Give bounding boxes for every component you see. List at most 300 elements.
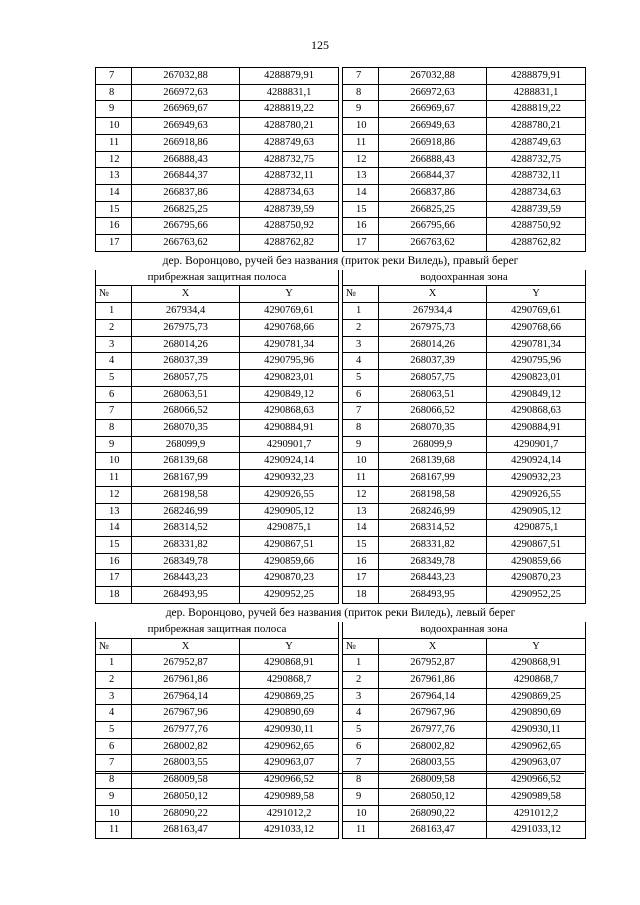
x-coordinate-right: 266795,66 [379,218,487,235]
point-number-right: 4 [343,705,379,722]
x-coordinate-right: 268246,99 [379,503,487,520]
y-header: Y [487,638,586,655]
table-row [96,671,586,688]
x-coordinate-left: 267964,14 [132,688,240,705]
point-number-right: 10 [343,453,379,470]
y-coordinate-left: 4288734,63 [240,184,339,201]
table-row [96,235,586,252]
point-number-left: 11 [96,134,132,151]
x-coordinate-left: 268198,58 [132,486,240,503]
y-coordinate-right: 4290823,01 [487,369,586,386]
point-number-right: 6 [343,386,379,403]
table-row [96,134,586,151]
y-coordinate-right: 4290890,69 [487,705,586,722]
x-coordinate-left: 267967,96 [132,705,240,722]
y-coordinate-left: 4291033,12 [240,822,339,839]
point-number-left: 17 [96,570,132,587]
x-coordinate-right: 268037,39 [379,353,487,370]
table-row [96,822,586,839]
y-coordinate-left: 4290859,66 [240,553,339,570]
x-coordinate-right: 266918,86 [379,134,487,151]
x-coordinate-left: 268163,47 [132,822,240,839]
point-number-right: 11 [343,822,379,839]
y-coordinate-right: 4288831,1 [487,84,586,101]
table-row [96,118,586,135]
x-coordinate-right: 266949,63 [379,118,487,135]
table-row [96,470,586,487]
point-number-right: 11 [343,470,379,487]
x-coordinate-right: 267961,86 [379,671,487,688]
table-row [96,68,586,85]
x-coordinate-right: 268063,51 [379,386,487,403]
y-coordinate-left: 4290868,63 [240,403,339,420]
x-coordinate-right: 268057,75 [379,369,487,386]
y-coordinate-left: 4290989,58 [240,788,339,805]
y-coordinate-left: 4290868,7 [240,671,339,688]
x-coordinate-left: 266918,86 [132,134,240,151]
x-coordinate-right: 268443,23 [379,570,487,587]
table-row [96,520,586,537]
y-coordinate-left: 4288750,92 [240,218,339,235]
point-number-right: 5 [343,369,379,386]
point-number-right: 18 [343,587,379,604]
x-coordinate-left: 268066,52 [132,403,240,420]
y-coordinate-right: 4290905,12 [487,503,586,520]
point-number-left: 10 [96,118,132,135]
point-number-left: 13 [96,503,132,520]
x-coordinate-right: 268198,58 [379,486,487,503]
y-coordinate-left: 4290781,34 [240,336,339,353]
table-row [96,655,586,672]
y-coordinate-left: 4290875,1 [240,520,339,537]
x-coordinate-left: 266949,63 [132,118,240,135]
table-row [96,772,586,789]
y-coordinate-right: 4290769,61 [487,303,586,320]
y-coordinate-right: 4290869,25 [487,688,586,705]
y-coordinate-left: 4290966,52 [240,772,339,789]
x-coordinate-right: 266969,67 [379,101,487,118]
table-row [96,403,586,420]
point-number-left: 12 [96,486,132,503]
point-number-right: 11 [343,134,379,151]
x-coordinate-right: 266825,25 [379,201,487,218]
y-coordinate-left: 4290870,23 [240,570,339,587]
point-number-right: 14 [343,184,379,201]
point-number-right: 8 [343,420,379,437]
y-coordinate-left: 4290924,14 [240,453,339,470]
point-number-left: 17 [96,235,132,252]
x-coordinate-right: 268139,68 [379,453,487,470]
x-coordinate-right: 268003,55 [379,755,487,772]
x-coordinate-left: 268331,82 [132,536,240,553]
coordinates-table [95,67,586,839]
x-header: X [132,638,240,655]
point-number-left: 6 [96,386,132,403]
x-coordinate-right: 267032,88 [379,68,487,85]
x-coordinate-left: 267934,4 [132,303,240,320]
column-header-row [96,638,586,655]
table-row [96,536,586,553]
x-coordinate-left: 266969,67 [132,101,240,118]
y-coordinate-right: 4288750,92 [487,218,586,235]
point-number-left: 16 [96,218,132,235]
y-coordinate-right: 4288780,21 [487,118,586,135]
point-number-left: 13 [96,168,132,185]
y-coordinate-left: 4290823,01 [240,369,339,386]
number-header: № [343,286,379,303]
point-number-left: 9 [96,101,132,118]
y-header: Y [240,286,339,303]
x-coordinate-left: 268070,35 [132,420,240,437]
point-number-right: 5 [343,722,379,739]
y-coordinate-right: 4288732,75 [487,151,586,168]
y-coordinate-left: 4290769,61 [240,303,339,320]
x-header: X [132,286,240,303]
x-coordinate-right: 268314,52 [379,520,487,537]
x-coordinate-left: 268037,39 [132,353,240,370]
y-coordinate-left: 4290901,7 [240,436,339,453]
y-header: Y [240,638,339,655]
point-number-right: 16 [343,218,379,235]
y-coordinate-left: 4290867,51 [240,536,339,553]
water-protection-zone-label: водоохранная зона [343,622,586,638]
point-number-left: 12 [96,151,132,168]
y-header: Y [487,286,586,303]
table-row [96,503,586,520]
water-protection-zone-label: водоохранная зона [343,270,586,286]
y-coordinate-left: 4288819,22 [240,101,339,118]
x-coordinate-left: 268443,23 [132,570,240,587]
y-coordinate-left: 4290962,65 [240,738,339,755]
y-coordinate-left: 4288831,1 [240,84,339,101]
table-row [96,386,586,403]
column-header-row [96,286,586,303]
point-number-right: 1 [343,655,379,672]
x-coordinate-right: 267977,76 [379,722,487,739]
table-row [96,722,586,739]
x-coordinate-left: 268493,95 [132,587,240,604]
point-number-left: 5 [96,369,132,386]
point-number-right: 13 [343,168,379,185]
number-header: № [343,638,379,655]
y-coordinate-left: 4288749,63 [240,134,339,151]
x-coordinate-left: 268167,99 [132,470,240,487]
table-row [96,738,586,755]
x-coordinate-right: 268349,78 [379,553,487,570]
y-coordinate-right: 4288739,59 [487,201,586,218]
table-row [96,486,586,503]
x-coordinate-left: 268139,68 [132,453,240,470]
section-title: дер. Воронцово, ручей без названия (приток реки Виледь), левый берег [165,606,516,619]
table-row [96,570,586,587]
x-coordinate-right: 268066,52 [379,403,487,420]
y-coordinate-left: 4288739,59 [240,201,339,218]
y-coordinate-right: 4290849,12 [487,386,586,403]
x-coordinate-right: 267975,73 [379,319,487,336]
x-coordinate-left: 268099,9 [132,436,240,453]
x-header: X [379,638,487,655]
point-number-left: 4 [96,353,132,370]
table-row [96,788,586,805]
y-coordinate-left: 4290926,55 [240,486,339,503]
point-number-left: 10 [96,805,132,822]
table-row [96,755,586,772]
point-number-right: 17 [343,235,379,252]
y-coordinate-right: 4290901,7 [487,436,586,453]
table-row [96,84,586,101]
coastal-strip-label: прибрежная защитная полоса [96,622,339,638]
point-number-left: 9 [96,788,132,805]
point-number-left: 15 [96,536,132,553]
point-number-left: 14 [96,520,132,537]
number-header: № [96,286,132,303]
point-number-left: 8 [96,420,132,437]
zone-label-row [96,622,586,638]
point-number-left: 15 [96,201,132,218]
point-number-right: 14 [343,520,379,537]
x-coordinate-right: 268070,35 [379,420,487,437]
x-coordinate-right: 268009,58 [379,772,487,789]
point-number-left: 9 [96,436,132,453]
x-coordinate-left: 268090,22 [132,805,240,822]
y-coordinate-right: 4288819,22 [487,101,586,118]
point-number-right: 9 [343,436,379,453]
x-coordinate-left: 266763,62 [132,235,240,252]
x-coordinate-left: 268003,55 [132,755,240,772]
y-coordinate-left: 4288762,82 [240,235,339,252]
y-coordinate-right: 4290868,91 [487,655,586,672]
x-coordinate-left: 268349,78 [132,553,240,570]
x-coordinate-left: 268002,82 [132,738,240,755]
table-row [96,218,586,235]
point-number-left: 10 [96,453,132,470]
y-coordinate-left: 4288780,21 [240,118,339,135]
table-row [96,688,586,705]
y-coordinate-right: 4290930,11 [487,722,586,739]
x-coordinate-right: 266844,37 [379,168,487,185]
x-coordinate-left: 267977,76 [132,722,240,739]
point-number-right: 6 [343,738,379,755]
x-coordinate-left: 267952,87 [132,655,240,672]
point-number-left: 6 [96,738,132,755]
x-coordinate-left: 266837,86 [132,184,240,201]
point-number-left: 8 [96,772,132,789]
x-coordinate-left: 268050,12 [132,788,240,805]
point-number-left: 8 [96,84,132,101]
point-number-left: 3 [96,688,132,705]
table-row [96,303,586,320]
point-number-left: 3 [96,336,132,353]
section-title: дер. Воронцово, ручей без названия (приток реки Виледь), правый берег [162,254,519,267]
x-coordinate-right: 268163,47 [379,822,487,839]
point-number-left: 16 [96,553,132,570]
point-number-left: 7 [96,68,132,85]
table-row [96,369,586,386]
point-number-right: 13 [343,503,379,520]
y-coordinate-right: 4290884,91 [487,420,586,437]
x-coordinate-right: 267952,87 [379,655,487,672]
table-row [96,453,586,470]
y-coordinate-left: 4288732,11 [240,168,339,185]
x-coordinate-right: 268493,95 [379,587,487,604]
point-number-right: 12 [343,151,379,168]
point-number-left: 7 [96,403,132,420]
y-coordinate-right: 4290966,52 [487,772,586,789]
x-coordinate-right: 268002,82 [379,738,487,755]
table-row [96,436,586,453]
y-coordinate-right: 4288762,82 [487,235,586,252]
point-number-left: 5 [96,722,132,739]
table-row [96,420,586,437]
table-row [96,705,586,722]
y-coordinate-right: 4288734,63 [487,184,586,201]
y-coordinate-left: 4288879,91 [240,68,339,85]
x-coordinate-left: 268014,26 [132,336,240,353]
point-number-right: 3 [343,688,379,705]
y-coordinate-right: 4290962,65 [487,738,586,755]
y-coordinate-left: 4290930,11 [240,722,339,739]
y-coordinate-right: 4290870,23 [487,570,586,587]
table-row [96,201,586,218]
y-coordinate-right: 4290952,25 [487,587,586,604]
point-number-left: 1 [96,655,132,672]
point-number-left: 11 [96,822,132,839]
point-number-right: 9 [343,101,379,118]
x-coordinate-right: 268090,22 [379,805,487,822]
point-number-right: 1 [343,303,379,320]
x-coordinate-left: 266795,66 [132,218,240,235]
x-coordinate-right: 266763,62 [379,235,487,252]
point-number-right: 2 [343,319,379,336]
table-row [96,319,586,336]
y-coordinate-right: 4290963,07 [487,755,586,772]
y-coordinate-right: 4290926,55 [487,486,586,503]
x-coordinate-left: 267032,88 [132,68,240,85]
point-number-left: 2 [96,671,132,688]
y-coordinate-right: 4290932,23 [487,470,586,487]
point-number-left: 14 [96,184,132,201]
page-number: 125 [311,38,329,52]
table-row [96,336,586,353]
point-number-right: 8 [343,84,379,101]
y-coordinate-left: 4290768,66 [240,319,339,336]
point-number-left: 18 [96,587,132,604]
y-coordinate-left: 4290932,23 [240,470,339,487]
x-coordinate-right: 268099,9 [379,436,487,453]
point-number-right: 16 [343,553,379,570]
y-coordinate-right: 4290875,1 [487,520,586,537]
table-row [96,805,586,822]
zone-label-row [96,270,586,286]
y-coordinate-right: 4290768,66 [487,319,586,336]
x-coordinate-right: 268050,12 [379,788,487,805]
x-coordinate-left: 268246,99 [132,503,240,520]
section-title-row [96,251,586,270]
x-coordinate-left: 268009,58 [132,772,240,789]
y-coordinate-right: 4290924,14 [487,453,586,470]
x-coordinate-right: 268014,26 [379,336,487,353]
y-coordinate-left: 4290890,69 [240,705,339,722]
x-coordinate-left: 266972,63 [132,84,240,101]
point-number-right: 10 [343,805,379,822]
point-number-left: 11 [96,470,132,487]
point-number-right: 8 [343,772,379,789]
point-number-right: 12 [343,486,379,503]
table-row [96,353,586,370]
x-coordinate-left: 267961,86 [132,671,240,688]
y-coordinate-left: 4290849,12 [240,386,339,403]
point-number-left: 2 [96,319,132,336]
y-coordinate-right: 4290989,58 [487,788,586,805]
point-number-right: 7 [343,755,379,772]
point-number-right: 9 [343,788,379,805]
x-coordinate-left: 266888,43 [132,151,240,168]
y-coordinate-left: 4290884,91 [240,420,339,437]
y-coordinate-right: 4291012,2 [487,805,586,822]
point-number-left: 7 [96,755,132,772]
y-coordinate-left: 4290963,07 [240,755,339,772]
table-bottom-border [95,773,584,774]
point-number-right: 7 [343,68,379,85]
x-coordinate-right: 268167,99 [379,470,487,487]
x-coordinate-right: 267967,96 [379,705,487,722]
table-row [96,587,586,604]
point-number-right: 17 [343,570,379,587]
y-coordinate-left: 4290952,25 [240,587,339,604]
x-coordinate-right: 266837,86 [379,184,487,201]
y-coordinate-right: 4288749,63 [487,134,586,151]
point-number-right: 4 [343,353,379,370]
x-header: X [379,286,487,303]
x-coordinate-left: 266844,37 [132,168,240,185]
x-coordinate-left: 268057,75 [132,369,240,386]
x-coordinate-right: 266888,43 [379,151,487,168]
y-coordinate-left: 4288732,75 [240,151,339,168]
x-coordinate-left: 266825,25 [132,201,240,218]
y-coordinate-right: 4291033,12 [487,822,586,839]
number-header: № [96,638,132,655]
x-coordinate-right: 267934,4 [379,303,487,320]
y-coordinate-left: 4290795,96 [240,353,339,370]
point-number-right: 2 [343,671,379,688]
y-coordinate-right: 4290781,34 [487,336,586,353]
section-title-row [96,603,586,622]
x-coordinate-right: 268331,82 [379,536,487,553]
table-row [96,151,586,168]
y-coordinate-right: 4290867,51 [487,536,586,553]
x-coordinate-left: 268314,52 [132,520,240,537]
x-coordinate-right: 267964,14 [379,688,487,705]
point-number-right: 3 [343,336,379,353]
y-coordinate-right: 4288732,11 [487,168,586,185]
table-row [96,101,586,118]
y-coordinate-right: 4290868,7 [487,671,586,688]
y-coordinate-right: 4290868,63 [487,403,586,420]
table-row [96,553,586,570]
x-coordinate-right: 266972,63 [379,84,487,101]
x-coordinate-left: 267975,73 [132,319,240,336]
y-coordinate-left: 4290869,25 [240,688,339,705]
y-coordinate-left: 4290868,91 [240,655,339,672]
coordinates-document [95,67,585,839]
y-coordinate-left: 4290905,12 [240,503,339,520]
table-row [96,184,586,201]
y-coordinate-right: 4290859,66 [487,553,586,570]
point-number-left: 1 [96,303,132,320]
table-row [96,168,586,185]
y-coordinate-right: 4290795,96 [487,353,586,370]
point-number-right: 10 [343,118,379,135]
